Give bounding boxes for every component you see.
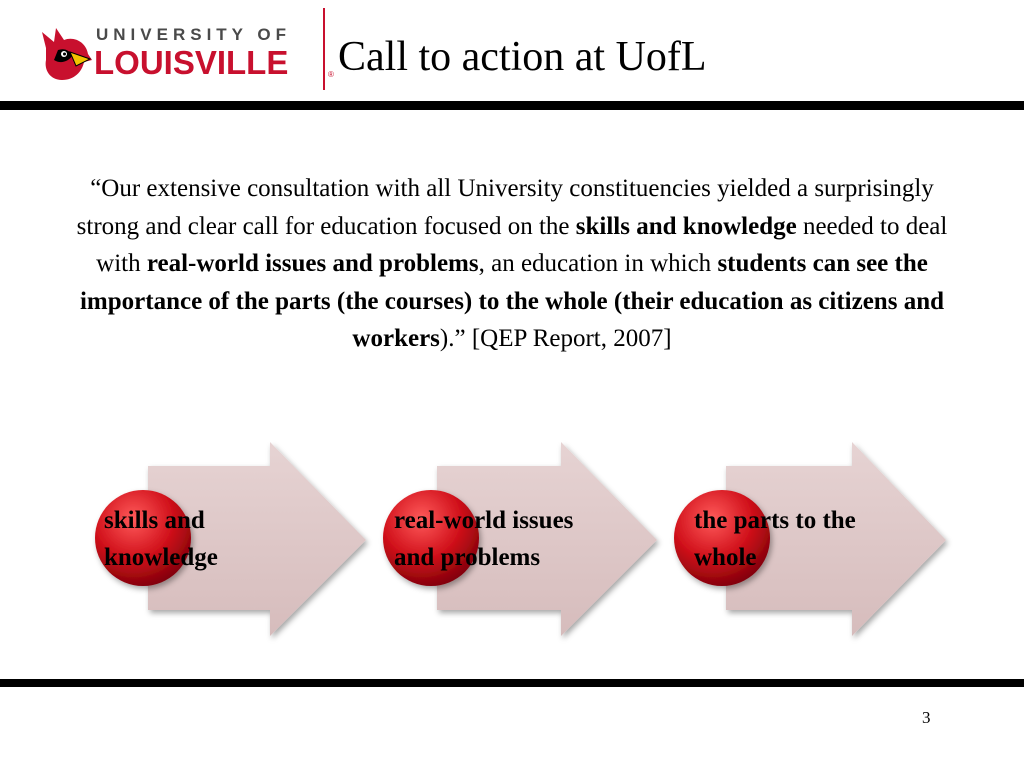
step-label-line: whole xyxy=(694,544,757,571)
quote-text: , an education in which xyxy=(478,250,718,277)
logo-university-of: UNIVERSITY OF xyxy=(96,25,292,44)
quote-text: needed to deal with xyxy=(96,212,948,277)
quote-emphasis: students can see the importance of the parts (the courses) to the whole (their education as citizens and workers xyxy=(79,250,944,352)
step-label-2 xyxy=(394,502,573,576)
page-number: 3 xyxy=(922,708,931,727)
quote-emphasis: skills and knowledge xyxy=(575,212,797,240)
bottom-rule xyxy=(0,679,1024,687)
top-rule xyxy=(0,101,1024,110)
step-label-line: and problems xyxy=(394,544,541,571)
header-divider xyxy=(323,8,325,90)
step-label-1 xyxy=(104,502,218,576)
step-label-3 xyxy=(694,502,856,576)
quote-emphasis: real-world issues and problems xyxy=(146,250,479,277)
step-label-line: knowledge xyxy=(104,544,218,571)
step-label-line: real-world issues xyxy=(394,507,574,534)
quote-paragraph xyxy=(72,170,952,358)
university-logo xyxy=(40,22,334,88)
step-label-line: skills and xyxy=(104,507,205,534)
cardinal-bird-icon xyxy=(40,26,92,82)
logo-registered-mark: ® xyxy=(328,70,334,79)
slide-title: Call to action at UofL xyxy=(338,34,707,80)
quote-text: ).” [QEP Report, 2007] xyxy=(439,325,672,352)
quote-text: “Our extensive consultation with all University constituencies yielded a surprisingly strong and clear call for education focused on the xyxy=(76,175,934,240)
logo-louisville: LOUISVILLE xyxy=(94,44,289,81)
step-label-line: the parts to the xyxy=(694,507,856,534)
